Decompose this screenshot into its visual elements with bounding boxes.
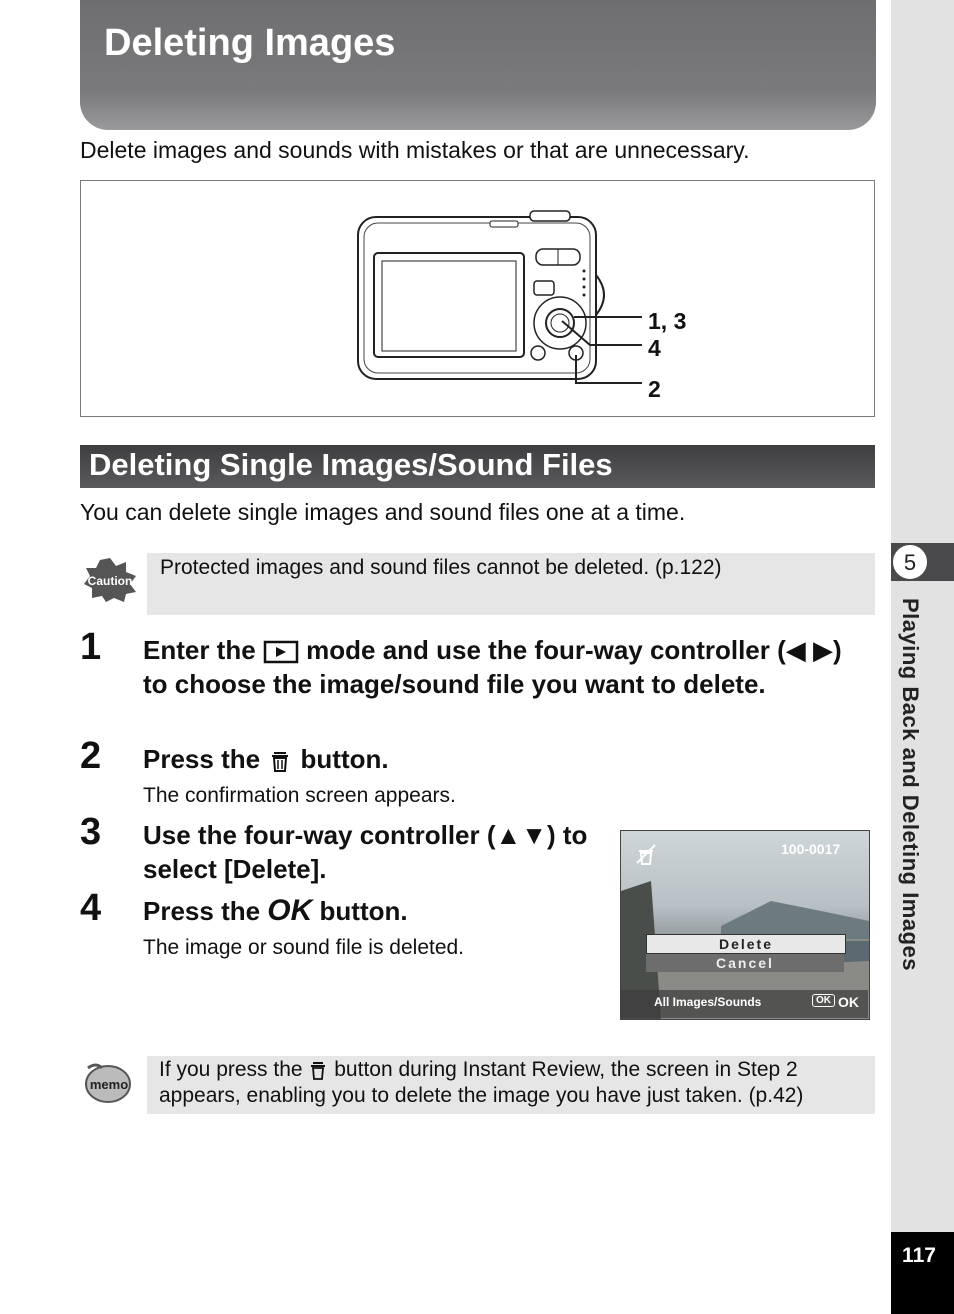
trash-icon (267, 748, 293, 774)
chapter-title: Playing Back and Deleting Images (898, 598, 923, 972)
page-header (80, 0, 876, 130)
ok-badge: OK (812, 994, 835, 1007)
step-text: Use the four-way controller (▲▼) to select [Delete]. (143, 820, 588, 884)
playback-icon (263, 640, 299, 664)
callout-label: 1, 3 (648, 308, 687, 334)
page-number: 117 (902, 1244, 936, 1267)
chapter-number: 5 (893, 545, 927, 579)
step-number: 1 (80, 626, 102, 668)
step-text: Enter the mode and use the four-way controller (◀ ▶) to choose the image/sound file you want to delete. (143, 635, 842, 699)
camera-back-illustration (350, 205, 650, 385)
menu-item-cancel[interactable]: Cancel (646, 954, 844, 972)
ok-symbol: OK (267, 894, 313, 927)
memo-label: memo (89, 1077, 129, 1092)
trash-icon (633, 841, 659, 867)
lcd-bottom-bar (620, 990, 868, 1018)
page-title: Deleting Images (104, 22, 396, 64)
caution-text: Protected images and sound files cannot be deleted. (p.122) (160, 556, 722, 579)
file-number: 100-0017 (781, 841, 841, 857)
callout-label: 2 (648, 376, 661, 402)
step-number: 3 (80, 811, 102, 853)
caution-icon (82, 556, 138, 602)
caution-label: Caution (87, 574, 133, 588)
menu-item-delete[interactable]: Delete (646, 934, 846, 954)
section-intro: You can delete single images and sound files one at a time. (80, 499, 686, 525)
memo-text: If you press the button during Instant Review, the screen in Step 2 appears, enabling you to delete the image you have just taken. (p.42) (159, 1058, 804, 1107)
step-number: 2 (80, 735, 102, 777)
section-title: Deleting Single Images/Sound Files (89, 447, 613, 482)
ok-label: OK (838, 994, 859, 1010)
step-sub-text: The image or sound file is deleted. (143, 936, 465, 959)
step-number: 4 (80, 887, 102, 929)
intro-text: Delete images and sounds with mistakes or that are unnecessary. (80, 137, 750, 163)
step-text: Press the button. (143, 744, 389, 774)
step-text: Press the OK button. (143, 894, 408, 927)
trash-icon (308, 1059, 328, 1081)
memo-icon (82, 1058, 132, 1106)
callout-label: 4 (648, 335, 661, 361)
all-images-label: All Images/Sounds (654, 995, 762, 1009)
step-sub-text: The confirmation screen appears. (143, 784, 456, 807)
